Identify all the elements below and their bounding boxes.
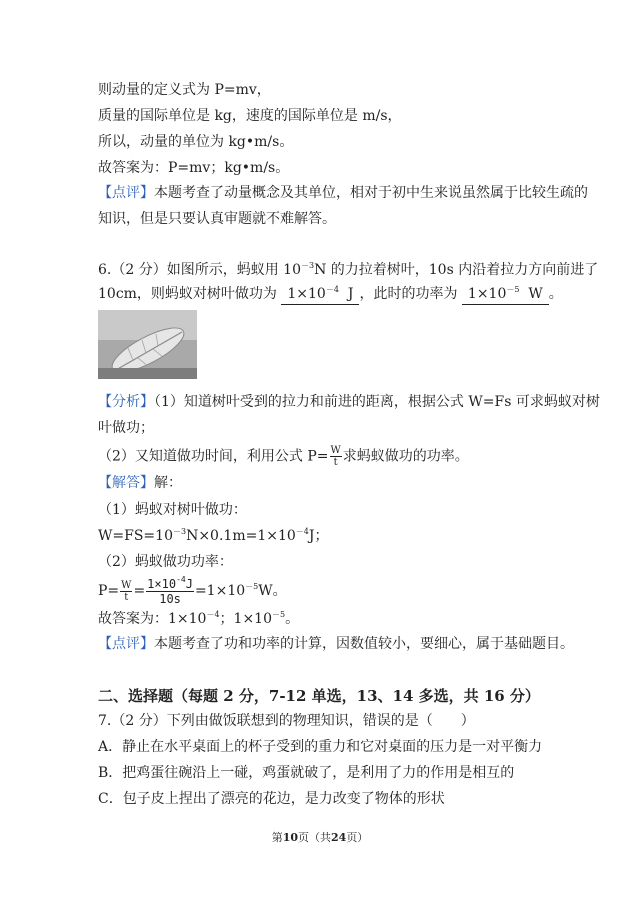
fraction-w-over-t: $\frac{W}{t}$ [121,579,132,603]
power-calculation: P= $\frac{W}{t}$ = $\frac{1\times 10^{-4}J}{10s}$ $=1\times 10^{-5}W$。 [98,574,287,606]
option-a: A．静止在水平桌面上的杯子受到的重力和它对桌面的压力是一对平衡力 [98,739,543,755]
page-number: 10 [282,831,298,844]
question-7-stem: 7.（2 分）下列由做饭联想到的物理知识，错误的是（ ） [98,713,475,729]
analysis-tag: 【分析】 [98,394,154,410]
leaf-photo [98,310,197,379]
solution-line: （1）蚂蚁对树叶做功： [98,502,247,518]
total-pages: 24 [331,831,347,844]
comment-line: 【点评】本题考查了功和功率的计算，因数值较小，要细心，属于基础题目。 [98,636,574,652]
fraction-work-over-time: $\frac{1\times 10^{-4}J}{10s}$ [147,574,193,606]
analysis-line-2: （2）又知道做功时间，利用公式 P= $\frac{W}{t}$ 求蚂蚁做功的功率。 [98,445,469,468]
text-line: 质量的国际单位是 kg，速度的国际单位是 m/s， [98,108,402,124]
analysis-line-1: 【分析】（1）知道树叶受到的拉力和前进的距离，根据公式 W=Fs 可求蚂蚁对树 [98,394,600,410]
leaf-illustration [98,310,197,379]
text-line: 故答案为：P=mv；kg•m/s。 [98,160,290,176]
option-b: B．把鸡蛋往碗沿上一碰，鸡蛋就破了，是利用了力的作用是相互的 [98,765,515,781]
question-6-blanks: 10cm，则蚂蚁对树叶做功为 $1\times 10^{-4}$ J ，此时的功率为 $1\times 10^{-5}$ W 。 [98,284,563,305]
comment-tag: 【点评】 [98,185,154,201]
comment-tag: 【点评】 [98,636,154,652]
section-heading: 二、选择题（每题 2 分，7-12 单选，13、14 多选，共 16 分） [98,687,540,705]
solution-line: $W=FS=10^{-3}N\times 0.1m=1\times 10^{-4}J$； [98,527,329,544]
text-line: 知识，但是只要认真审题就不难解答。 [98,211,336,227]
analysis-line-1b: 叶做功； [98,420,154,436]
solution-line: （2）蚂蚁做功功率： [98,554,233,570]
text-line: 所以，动量的单位为 kg•m/s。 [98,134,294,150]
solution-tag: 【解答】 [98,475,154,491]
question-6-stem: 6.（2 分）如图所示，蚂蚁用 $10^{-3}N$ 的力拉着树叶，10s 内沿着拉力方向前进了 [98,261,599,278]
comment-line: 【点评】本题考查了动量概念及其单位，相对于初中生来说虽然属于比较生疏的 [98,185,588,201]
answer-blank-2: $1\times 10^{-5}$ W [462,284,549,305]
page-footer: 第10页（共24页） [271,831,369,844]
power-formula-fraction: $\frac{W}{t}$ [330,445,341,468]
answer-blank-1: $1\times 10^{-4}$ J [281,284,359,305]
answer-line: 故答案为：$1\times 10^{-4}$；$1\times 10^{-5}$。 [98,610,300,627]
option-c: C．包子皮上捏出了漂亮的花边，是力改变了物体的形状 [98,791,445,807]
text-line: 则动量的定义式为 P=mv， [98,82,271,98]
solution-tag-line: 【解答】解： [98,475,182,491]
